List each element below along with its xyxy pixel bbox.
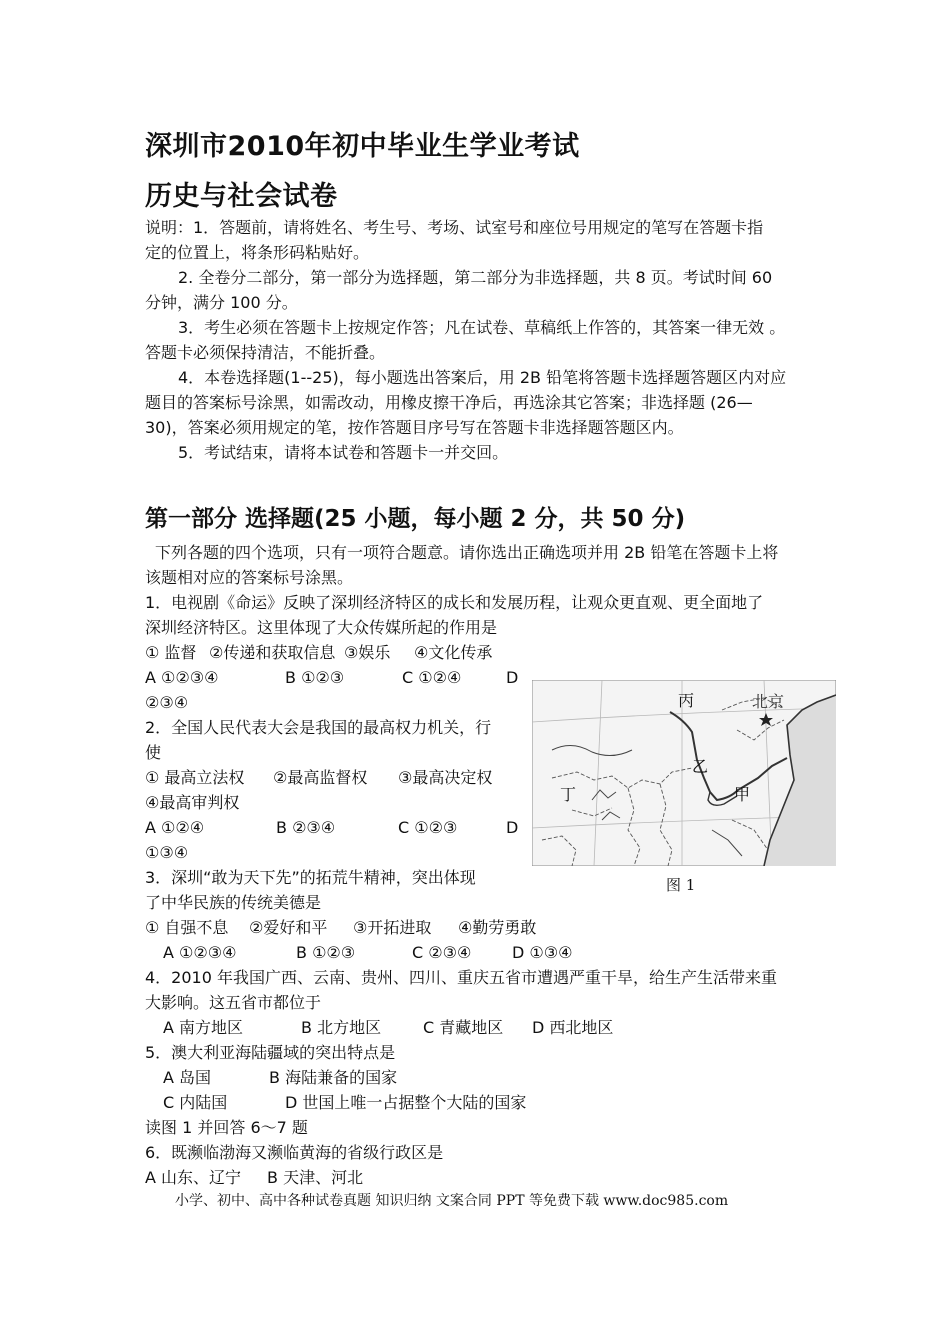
option: C ①②④: [402, 668, 462, 687]
map-label-yi: 乙: [692, 757, 709, 776]
question-1-stem: 深圳经济特区。这里体现了大众传媒所起的作用是: [145, 618, 498, 637]
instruction-line: 30)，答案必须用规定的笔，按作答题目序号写在答题卡非选择题答题区内。: [145, 418, 684, 437]
question-1-option-d: ②③④: [145, 693, 189, 712]
option: A ①②③④: [145, 668, 219, 687]
part1-heading: 第一部分 选择题(25 小题，每小题 2 分，共 50 分): [145, 506, 686, 532]
map-label-jia: 甲: [734, 785, 751, 804]
instruction-line: 定的位置上，将条形码粘贴好。: [145, 243, 370, 262]
question-5-stem: 5．澳大利亚海陆疆域的突出特点是: [145, 1043, 396, 1062]
option: B ①②③: [285, 668, 345, 687]
map-figure: [532, 680, 836, 866]
question-1-options: [145, 666, 518, 690]
item: ① 最高立法权: [145, 768, 245, 787]
option: A 岛国: [163, 1068, 212, 1087]
question-3-options: [163, 941, 572, 965]
item: ④勤劳勇敢: [458, 918, 537, 937]
item: ③娱乐: [344, 643, 391, 662]
question-4-stem: 大影响。这五省市都位于: [145, 993, 322, 1012]
instruction-line: 分钟，满分 100 分。: [145, 293, 298, 312]
page-footer: 小学、初中、高中各种试卷真题 知识归纳 文案合同 PPT 等免费下载 www.doc985.com: [175, 1193, 729, 1209]
question-2-option-d: ①③④: [145, 843, 189, 862]
question-2-options: [145, 816, 518, 840]
option: A ①②④: [145, 818, 205, 837]
map-label-bing: 丙: [678, 691, 695, 710]
option: B ①②③: [296, 943, 356, 962]
map-caption: 图 1: [666, 876, 696, 894]
map-label-beijing: 北京: [752, 692, 785, 711]
option: D: [506, 818, 519, 837]
question-3-stem: 3．深圳“敢为天下先”的拓荒牛精神，突出体现: [145, 868, 476, 887]
question-4-stem: 4．2010 年我国广西、云南、贵州、四川、重庆五省市遭遇严重干旱，给生产生活带来重: [145, 968, 777, 987]
item: ②最高监督权: [273, 768, 368, 787]
read-figure-instruction: 读图 1 并回答 6～7 题: [145, 1118, 308, 1137]
option: B 海陆兼备的国家: [269, 1068, 398, 1087]
question-6-stem: 6．既濒临渤海又濒临黄海的省级行政区是: [145, 1143, 444, 1162]
instruction-line: 说明：1．答题前，请将姓名、考生号、考场、试室号和座位号用规定的笔写在答题卡指: [145, 218, 764, 237]
item: ① 自强不息: [145, 918, 229, 937]
exam-subtitle: 历史与社会试卷: [145, 181, 338, 212]
question-6-options: [145, 1166, 363, 1190]
option: A 南方地区: [163, 1018, 244, 1037]
question-3-items: [145, 916, 536, 940]
item: ④文化传承: [414, 643, 493, 662]
question-5-options: [163, 1066, 397, 1090]
question-1-items: [145, 641, 492, 665]
instruction-line: 3．考生必须在答题卡上按规定作答；凡在试卷、草稿纸上作答的，其答案一律无效 。: [178, 318, 786, 337]
part1-intro: 下列各题的四个选项，只有一项符合题意。请你选出正确选项并用 2B 铅笔在答题卡上将: [155, 543, 779, 562]
exam-title: 深圳市2010年初中毕业生学业考试: [145, 131, 580, 162]
instruction-line: 答题卡必须保持清洁，不能折叠。: [145, 343, 386, 362]
option: C ②③④: [412, 943, 472, 962]
option: C 青藏地区: [423, 1018, 504, 1037]
option: D 西北地区: [532, 1018, 614, 1037]
question-2-item-4: ④最高审判权: [145, 793, 240, 812]
item: ③最高决定权: [398, 768, 493, 787]
question-2-items: [145, 766, 492, 790]
option: C 内陆国: [163, 1093, 228, 1112]
option: B 天津、河北: [267, 1168, 364, 1187]
option: C ①②③: [398, 818, 458, 837]
instruction-line: 5．考试结束，请将本试卷和答题卡一并交回。: [178, 443, 509, 462]
item: ②传递和获取信息: [209, 643, 336, 662]
instruction-line: 题目的答案标号涂黑，如需改动，用橡皮擦干净后，再选涂其它答案；非选择题 (26—: [145, 393, 753, 412]
item: ②爱好和平: [249, 918, 328, 937]
instruction-line: 2. 全卷分二部分，第一部分为选择题，第二部分为非选择题，共 8 页。考试时间 60: [178, 268, 773, 287]
item: ① 监督: [145, 643, 197, 662]
question-2-stem: 2．全国人民代表大会是我国的最高权力机关，行: [145, 718, 492, 737]
item: ③开拓进取: [353, 918, 432, 937]
option: B 北方地区: [301, 1018, 382, 1037]
option: D: [506, 668, 519, 687]
question-3-stem: 了中华民族的传统美德是: [145, 893, 322, 912]
option: D 世国上唯一占据整个大陆的国家: [285, 1093, 527, 1112]
question-2-stem: 使: [145, 743, 162, 762]
option: D ①③④: [512, 943, 573, 962]
part1-intro: 该题相对应的答案标号涂黑。: [145, 568, 354, 587]
option: A ①②③④: [163, 943, 237, 962]
option: A 山东、辽宁: [145, 1168, 242, 1187]
question-4-options: [163, 1016, 613, 1040]
question-5-options: [163, 1091, 526, 1115]
map-label-ding: 丁: [560, 785, 577, 804]
question-1-stem: 1．电视剧《命运》反映了深圳经济特区的成长和发展历程，让观众更直观、更全面地了: [145, 593, 764, 612]
option: B ②③④: [276, 818, 336, 837]
instruction-line: 4．本卷选择题(1--25)，每小题选出答案后，用 2B 铅笔将答题卡选择题答题区内对应: [178, 368, 787, 387]
